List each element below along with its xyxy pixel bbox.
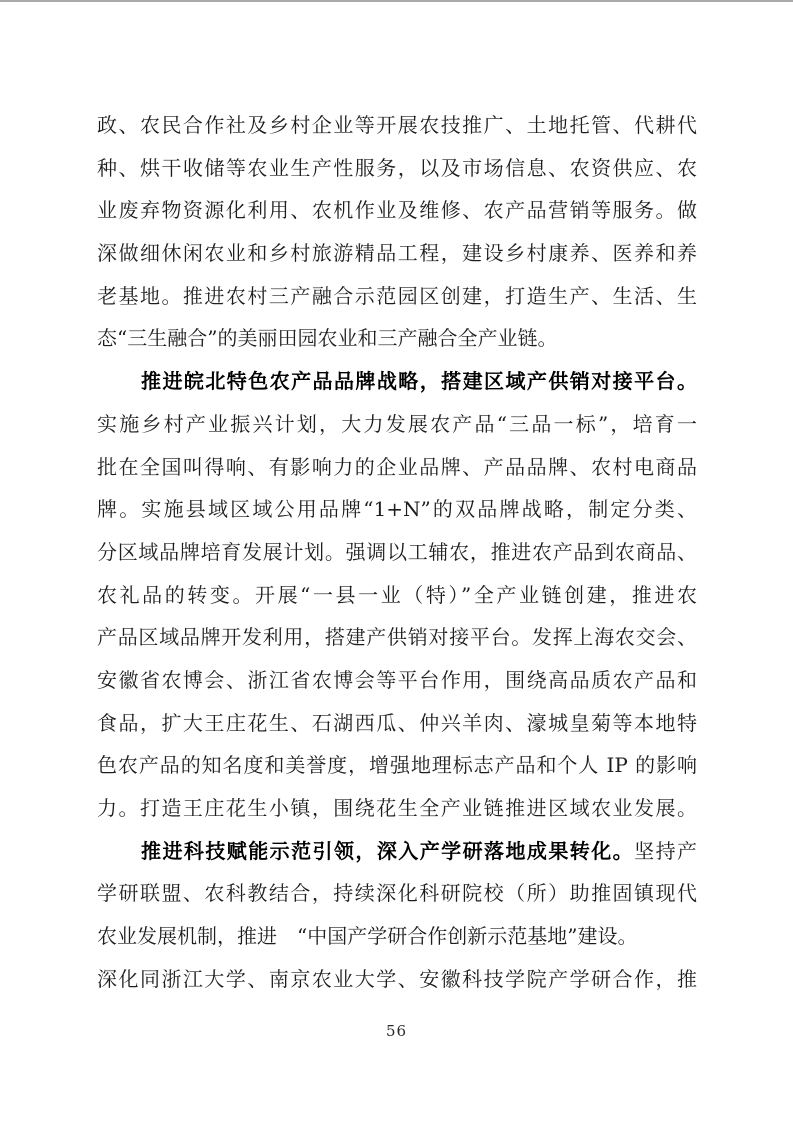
body-text-segment: 老基地。推进农村三产融合示范园区创建，打造生产、生活、生 — [97, 283, 697, 308]
text-line — [97, 872, 697, 915]
body-text-segment: 政、农民合作社及乡村企业等开展农技推广、土地托管、代耕代 — [97, 113, 697, 137]
body-text-segment: 深做细休闲农业和乡村旅游精品工程，建设乡村康养、医养和养 — [97, 241, 697, 266]
body-text-segment: 农礼品的转变。开展“一县一业（特）”全产业链创建，推进农 — [97, 582, 697, 607]
body-text-segment: 牌。实施县域区域公用品牌“1+N”的双品牌战略，制定分类、 — [97, 497, 697, 522]
body-text-block — [97, 104, 697, 1000]
text-line — [97, 147, 697, 190]
text-line — [97, 702, 697, 745]
text-line — [97, 275, 697, 318]
body-text-segment: 力。打造王庄花生小镇，围绕花生全产业链推进区域农业发展。 — [97, 796, 697, 820]
body-text-segment: 态“三生融合”的美丽田园农业和三产融合全产业链。 — [97, 326, 558, 351]
text-line — [97, 104, 697, 147]
body-text-segment: 坚持产 — [634, 838, 697, 863]
body-text-segment: 学研联盟、农科教结合，持续深化科研院校（所）助推固镇现代 — [97, 881, 697, 906]
text-line — [97, 189, 697, 232]
text-line — [97, 787, 697, 830]
body-text-segment: 色农产品的知名度和美誉度，增强地理标志产品和个人 IP 的影响 — [97, 753, 697, 778]
bold-heading-segment: 推进科技赋能示范引领，深入产学研落地成果转化。 — [141, 838, 635, 863]
text-line — [97, 446, 697, 489]
text-line — [97, 531, 697, 574]
text-line — [97, 488, 697, 531]
body-text-segment: 产品区域品牌开发利用，搭建产供销对接平台。发挥上海农交会、 — [97, 625, 697, 650]
text-line — [97, 317, 697, 360]
text-line — [97, 659, 697, 702]
body-text-segment: 食品，扩大王庄花生、石湖西瓜、仲兴羊肉、濠城皇菊等本地特 — [97, 710, 697, 735]
text-line — [97, 830, 697, 873]
text-line — [97, 616, 697, 659]
body-text-segment: 农业发展机制，推进 “中国产学研合作创新示范基地”建设。 — [97, 924, 638, 949]
text-line — [97, 744, 697, 787]
text-line — [97, 915, 697, 958]
text-line — [97, 360, 697, 403]
body-text-segment: 分区域品牌培育发展计划。强调以工辅农，推进农产品到农商品、 — [97, 539, 697, 564]
body-text-segment: 深化同浙江大学、南京农业大学、安徽科技学院产学研合作，推 — [97, 966, 697, 991]
body-text-segment: 种、烘干收储等农业生产性服务，以及市场信息、农资供应、农 — [97, 155, 697, 180]
page-number: 56 — [385, 1022, 408, 1040]
text-line — [97, 403, 697, 446]
text-line — [97, 232, 697, 275]
text-line — [97, 574, 697, 617]
body-text-segment: 安徽省农博会、浙江省农博会等平台作用，围绕高品质农产品和 — [97, 667, 697, 692]
text-line — [97, 958, 697, 1001]
body-text-segment: 实施乡村产业振兴计划，大力发展农产品“三品一标”，培育一 — [97, 411, 697, 436]
body-text-segment: 业废弃物资源化利用、农机作业及维修、农产品营销等服务。做 — [97, 198, 697, 223]
body-text-segment: 批在全国叫得响、有影响力的企业品牌、产品品牌、农村电商品 — [97, 454, 697, 479]
bold-heading-segment: 推进皖北特色农产品品牌战略，搭建区域产供销对接平台。 — [141, 369, 697, 394]
